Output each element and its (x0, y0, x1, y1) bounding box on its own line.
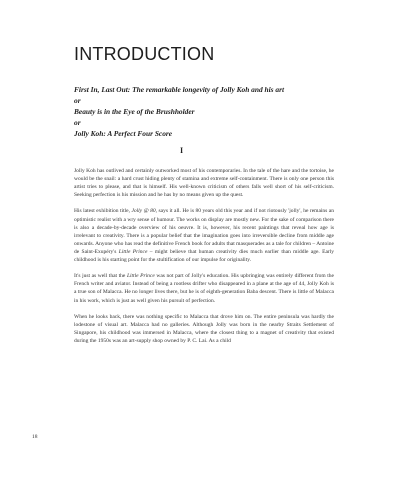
subtitle-line: Beauty is in the Eye of the Brushholder (74, 107, 195, 116)
section-number: I (180, 146, 184, 155)
page-number: 18 (32, 434, 38, 440)
subtitle-or: or (74, 118, 81, 127)
paragraph (74, 272, 334, 304)
page-heading: INTRODUCTION (74, 44, 215, 64)
subtitle-block (74, 84, 374, 139)
subtitle-or: or (74, 96, 81, 105)
text-run: – might believe that human creativity dies much earlier than middle age. Early childhood is his starting point for the stultification of our impulse for originality. (74, 248, 335, 264)
subtitle-line: Jolly Koh: A Perfect Four Score (74, 129, 173, 138)
text-run: Jolly Koh has outlived and certainly outworked most of his contemporaries. In the tale of the hare and the tortoise, he would be the snail: a hard crust hiding plenty of stamina and extreme self-containment. There is only one person this artist tries to please, and that is himself. His well-known criticism of others falls well short of his self-criticism. Seeking perfection is his mission and he has by no means given up the quest. (74, 168, 334, 199)
exhibition-title: Jolly @ 80 (131, 208, 156, 215)
text-run: , says it all. He is 80 years old this year and if not riotously 'jolly', he remains an optimistic realist with a wry sense of humour. The works on display are mostly new. For the sake of comparison there is also a decade-by-decade overview of his oeuvre. It is, however, his recent paintings that reveal how age is irrelevant to creativity. There is a popular belief that the imagination goes into irreversible decline from middle age onwards. Anyone who has read the definitive French book for adults that masquerades as a tale for children – Antoine de Saint-Exupéry's (74, 208, 334, 255)
text-run: was not part of Jolly's education. His upbringing was entirely different from the French writer and aviator. Instead of being a rootless drifter who disappeared in a plane at the age of 44, Jolly Koh is a true son of Malacca. He no longer lives there, but he is of eighth-generation Baba descent. There is little of Malacca in his work, which is just as well given his pursuit of perfection. (74, 273, 334, 304)
body-text (74, 167, 334, 353)
book-title: Little Prince (126, 273, 155, 280)
subtitle-line: First In, Last Out: The remarkable longevity of Jolly Koh and his art (74, 85, 285, 94)
book-title: Little Prince (118, 248, 148, 255)
paragraph (74, 313, 334, 345)
text-run: When he looks back, there was nothing specific to Malacca that drove him on. The entire peninsula was hardly the lodestone of visual art. Malacca had no galleries. Although Jolly was born in the nearby Straits Settlement of Singapore, his childhood was immersed in Malacca, where the closest thing to a magnet of creativity that existed during the 1950s was an art-supply shop owned by P. C. Lai. As a child (74, 313, 334, 344)
text-run: It's just as well that the (74, 273, 127, 280)
paragraph (74, 167, 334, 199)
text-run: His latest exhibition title, (74, 208, 132, 215)
paragraph (74, 207, 334, 264)
